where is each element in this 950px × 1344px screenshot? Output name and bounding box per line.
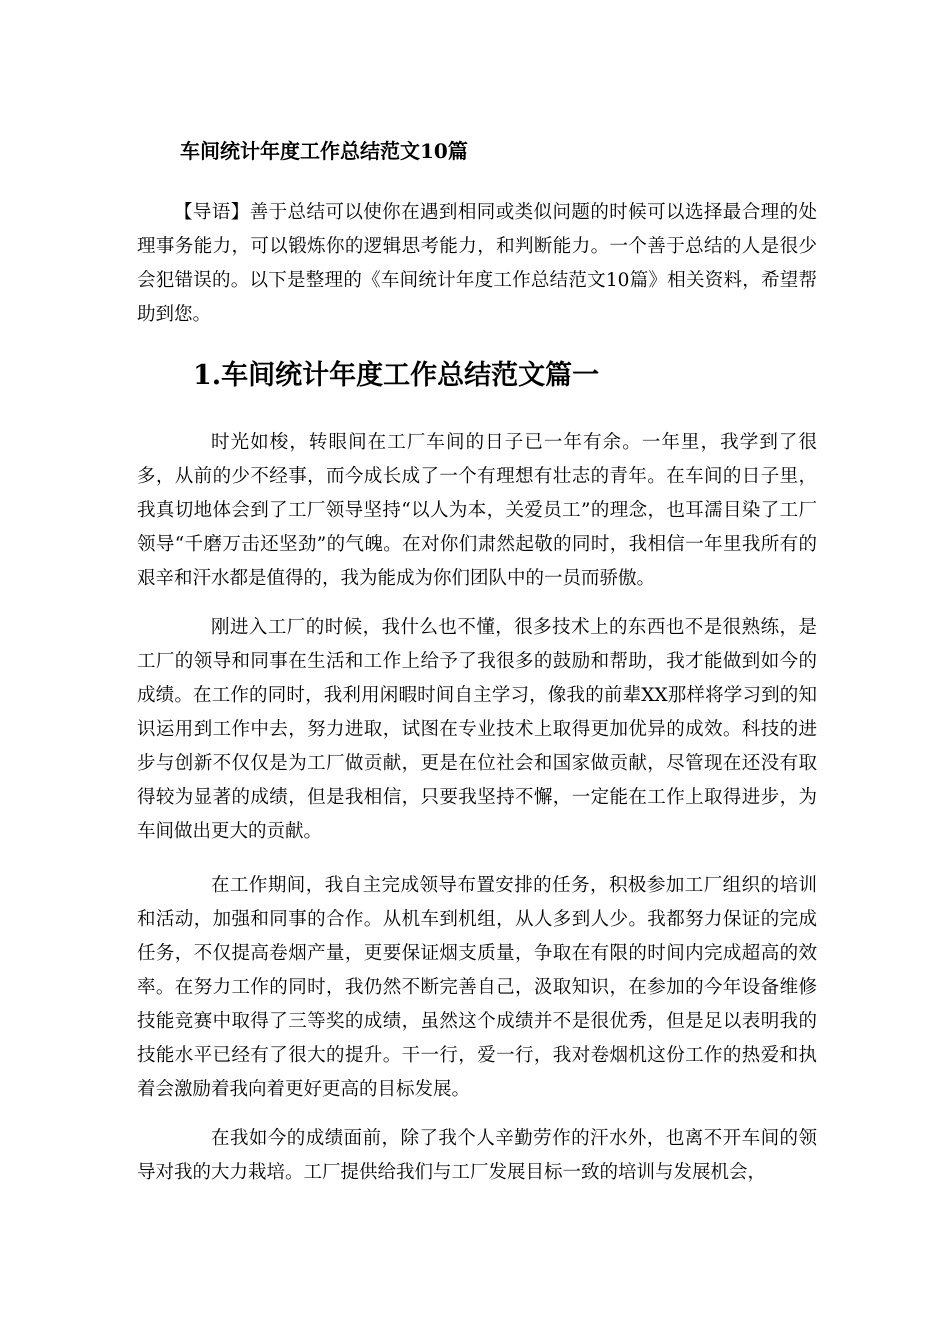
body-paragraph-2: 刚进入工厂的时候，我什么也不懂，很多技术上的东西也不是很熟练，是工厂的领导和同事在生活和工作上给予了我很多的鼓励和帮助，我才能做到如今的成绩。在工作的同时，我利用闲暇时间自主学习，像我的前辈XX那样将学习到的知识运用到工作中去，努力进取，试图在专业技术上取得更加优异的成效。科技的进步与创新不仅仅是为工厂做贡献，更是在位社会和国家做贡献，尽管现在还没有取得较为显著的成绩，但是我相信，只要我坚持不懈，一定能在工作上取得进步，为车间做出更大的贡献。 xyxy=(137,617,817,842)
intro-paragraph: 【导语】善于总结可以使你在遇到相同或类似问题的时候可以选择最合理的处理事务能力，可以锻炼你的逻辑思考能力，和判断能力。一个善于总结的人是很少会犯错误的。以下是整理的《车间统计年度工作总结范文10篇》相关资料，希望帮助到您。 xyxy=(137,202,817,325)
body-paragraph-3: 在工作期间，我自主完成领导布置安排的任务，积极参加工厂组织的培训和活动，加强和同事的合作。从机车到机组，从人多到人少。我都努力保证的完成任务，不仅提高卷烟产量，更要保证烟支质量，争取在有限的时间内完成超高的效率。在努力工作的同时，我仍然不断完善自己，汲取知识，在参加的今年设备维修技能竞赛中取得了三等奖的成绩，虽然这个成绩并不是很优秀，但是足以表明我的技能水平已经有了很大的提升。干一行，爱一行，我对卷烟机这份工作的热爱和执着会激励着我向着更好更高的目标发展。 xyxy=(137,875,817,1100)
body-paragraph-1: 时光如梭，转眼间在工厂车间的日子已一年有余。一年里，我学到了很多，从前的少不经事，而今成长成了一个有理想有壮志的青年。在车间的日子里，我真切地体会到了工厂领导坚持“以人为本，关爱员工”的理念，也耳濡目染了工厂领导“千磨万击还坚劲”的气魄。在对你们肃然起敬的同时，我相信一年里我所有的艰辛和汗水都是值得的，我为能成为你们团队中的一员而骄傲。 xyxy=(137,432,817,589)
document-title: 车间统计年度工作总结范文10篇 xyxy=(180,139,468,163)
body-paragraph-4: 在我如今的成绩面前，除了我个人辛勤劳作的汗水外，也离不开车间的领导对我的大力栽培。工厂提供给我们与工厂发展目标一致的培训与发展机会， xyxy=(137,1128,817,1183)
section-heading: 1.车间统计年度工作总结范文篇一 xyxy=(193,360,600,391)
